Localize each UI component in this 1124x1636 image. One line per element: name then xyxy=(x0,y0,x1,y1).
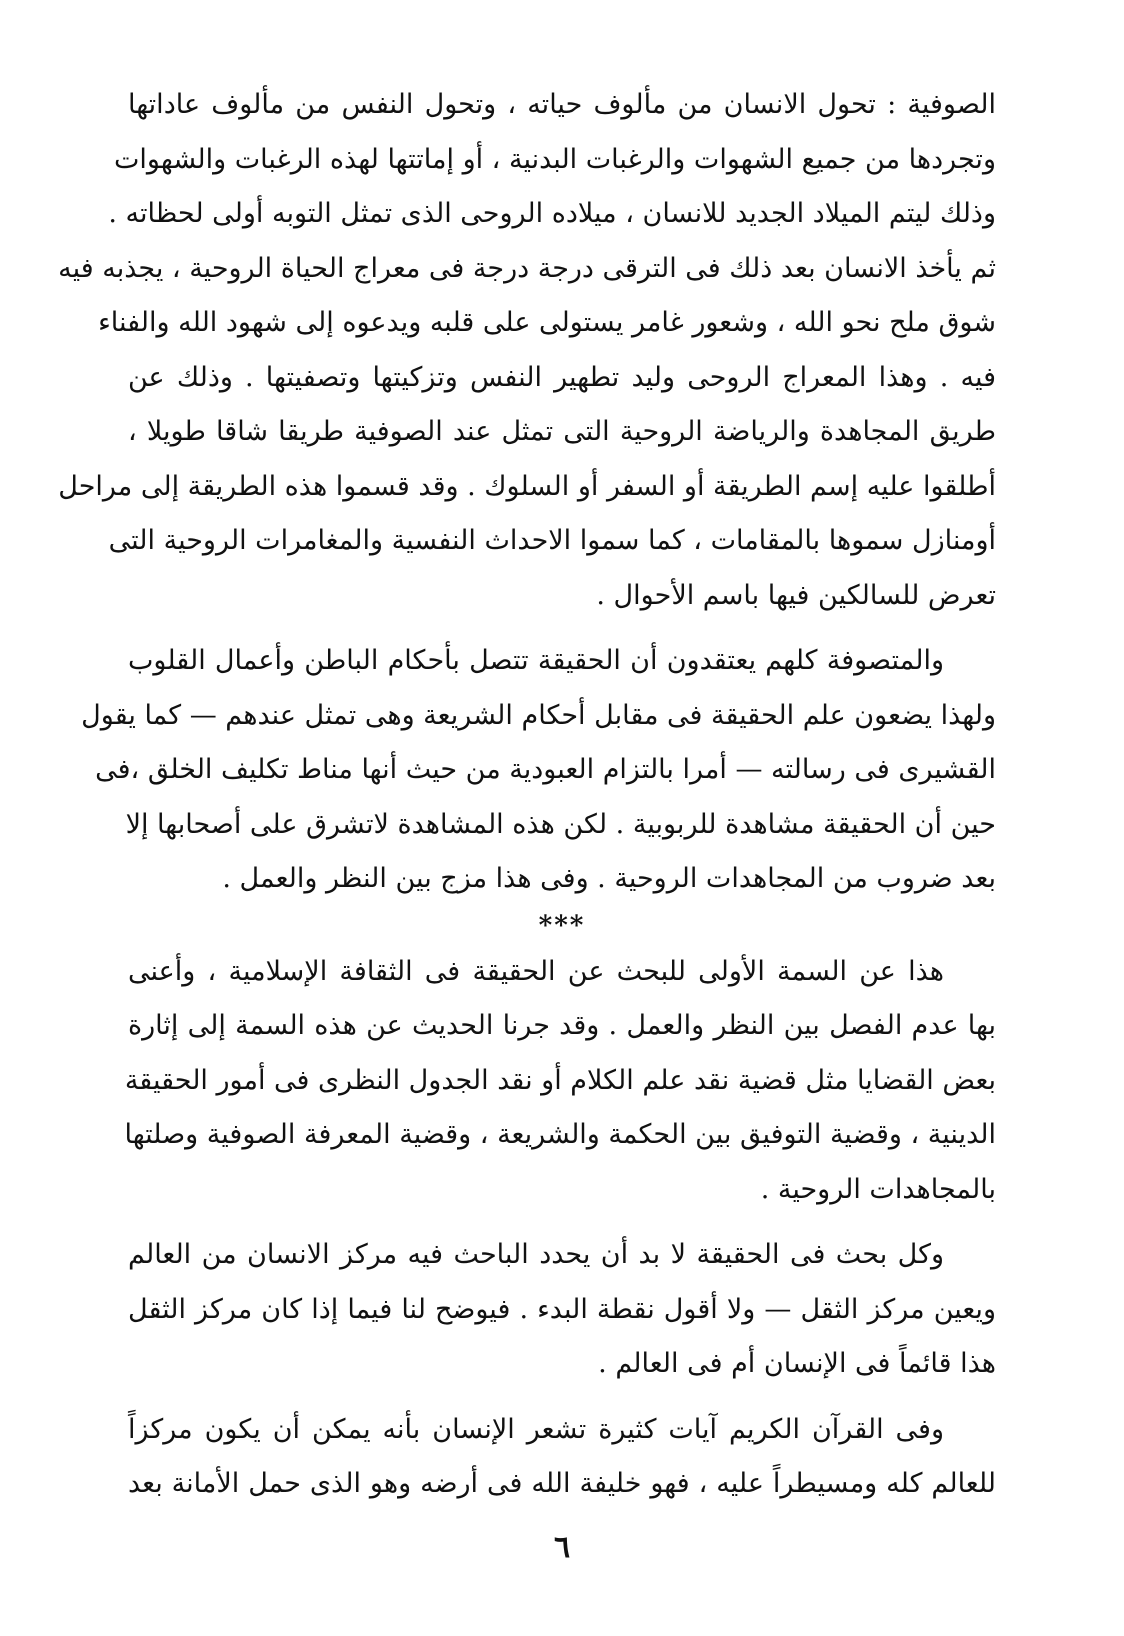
text-line: حين أن الحقيقة مشاهدة للربوبية . لكن هذه المشاهدة لاتشرق على أصحابها إلا xyxy=(125,808,996,840)
paragraph-2 xyxy=(81,634,996,907)
text-line: وتجردها من جميع الشهوات والرغبات البدنية ، أو إماتتها لهذه الرغبات والشهوات xyxy=(114,143,996,175)
text-line: ثم يأخذ الانسان بعد ذلك فى الترقى درجة درجة فى معراج الحياة الروحية ، يجذبه فيه xyxy=(58,252,996,284)
paragraph-gap xyxy=(128,623,996,634)
text-line: وذلك ليتم الميلاد الجديد للانسان ، ميلاده الروحى الذى تمثل التوبه أولى لحظاته . xyxy=(108,198,996,229)
paragraph-5 xyxy=(128,1403,996,1512)
text-line: وفى القرآن الكريم آيات كثيرة تشعر الإنسان بأنه يمكن أن يكون مركزاً xyxy=(128,1413,944,1445)
text-line: بعد ضروب من المجاهدات الروحية . وفى هذا مزج بين النظر والعمل . xyxy=(222,863,996,894)
text-line: هذا قائماً فى الإنسان أم فى العالم . xyxy=(598,1348,996,1379)
text-line: بها عدم الفصل بين النظر والعمل . وقد جرنا الحديث عن هذه السمة إلى إثارة xyxy=(128,1010,996,1041)
text-line: تعرض للسالكين فيها باسم الأحوال . xyxy=(596,579,996,611)
text-line: بالمجاهدات الروحية . xyxy=(760,1173,996,1205)
text-line: طريق المجاهدة والرياضة الروحية التى تمثل عند الصوفية طريقا شاقا طويلا ، xyxy=(128,416,996,447)
paragraph-3 xyxy=(124,945,996,1218)
text-line: وكل بحث فى الحقيقة لا بد أن يحدد الباحث فيه مركز الانسان من العالم xyxy=(128,1239,944,1270)
section-separator: *** xyxy=(538,910,586,941)
text-line: هذا عن السمة الأولى للبحث عن الحقيقة فى الثقافة الإسلامية ، وأعنى xyxy=(128,955,944,987)
paragraph-gap xyxy=(128,1392,996,1403)
paragraph-gap xyxy=(128,1217,996,1228)
text-line: للعالم كله ومسيطراً عليه ، فهو خليفة الله فى أرضه وهو الذى حمل الأمانة بعد xyxy=(128,1468,996,1499)
text-line: بعض القضايا مثل قضية نقد علم الكلام أو نقد الجدول النظرى فى أمور الحقيقة xyxy=(124,1064,996,1096)
paragraph-1 xyxy=(58,78,996,623)
text-line: ويعين مركز الثقل — ولا أقول نقطة البدء . فيوضح لنا فيما إذا كان مركز الثقل xyxy=(128,1293,996,1325)
text-line: فيه . وهذا المعراج الروحى وليد تطهير النفس وتزكيتها وتصفيتها . وذلك عن xyxy=(128,361,996,393)
text-line: القشيرى فى رسالته — أمرا بالتزام العبودية من حيث أنها مناط تكليف الخلق ،فى xyxy=(95,754,996,785)
text-line: ولهذا يضعون علم الحقيقة فى مقابل أحكام الشريعة وهى تمثل عندهم — كما يقول xyxy=(81,699,996,731)
paragraph-4 xyxy=(128,1228,996,1392)
page-number: ٦ xyxy=(553,1530,571,1565)
text-line: والمتصوفة كلهم يعتقدون أن الحقيقة تتصل بأحكام الباطن وأعمال القلوب xyxy=(128,645,944,676)
text-line: الدينية ، وقضية التوفيق بين الحكمة والشريعة ، وقضية المعرفة الصوفية وصلتها xyxy=(124,1119,996,1150)
body-text xyxy=(58,78,996,1512)
text-line: الصوفية : تحول الانسان من مألوف حياته ، وتحول النفس من مألوف عاداتها xyxy=(128,89,996,120)
text-line: أطلقوا عليه إسم الطريقة أو السفر أو السلوك . وقد قسموا هذه الطريقة إلى مراحل xyxy=(58,470,996,502)
text-line: أومنازل سموها بالمقامات ، كما سموا الاحداث النفسية والمغامرات الروحية التى xyxy=(108,525,996,556)
text-line: شوق ملح نحو الله ، وشعور غامر يستولى على قلبه ويدعوه إلى شهود الله والفناء xyxy=(98,307,996,338)
